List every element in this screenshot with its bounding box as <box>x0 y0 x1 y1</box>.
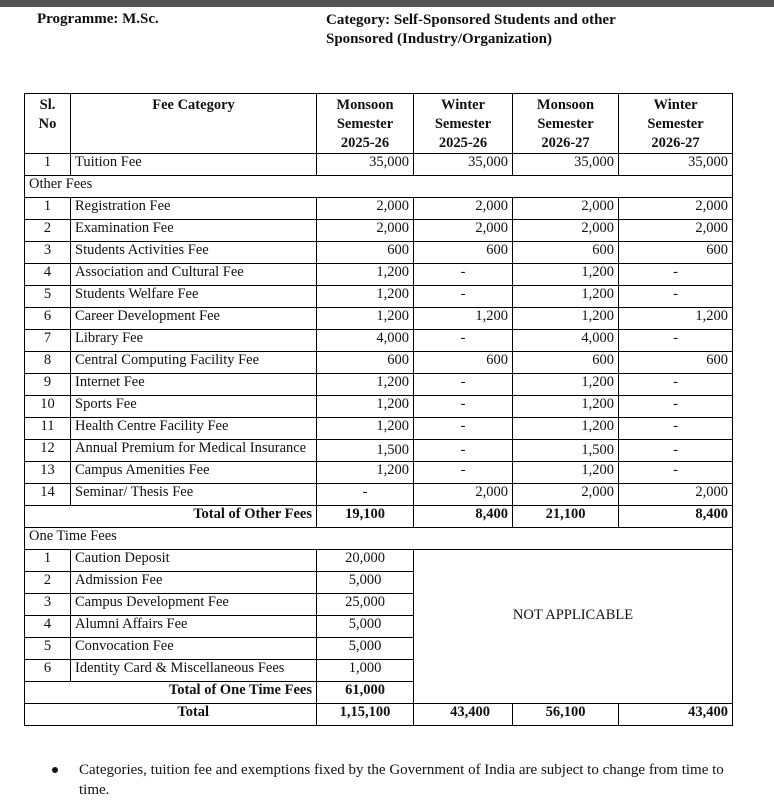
fee-name: Students Activities Fee <box>71 242 317 264</box>
fee-value: 1,200 <box>513 396 619 418</box>
fee-value: 35,000 <box>414 154 513 176</box>
fee-value: - <box>317 484 414 506</box>
table-row <box>25 374 733 396</box>
fee-value: - <box>414 374 513 396</box>
table-row <box>25 550 733 572</box>
fee-value: 600 <box>414 242 513 264</box>
table-row <box>25 418 733 440</box>
programme-label: Programme: M.Sc. <box>37 11 159 27</box>
grand-total-value: 43,400 <box>619 704 733 726</box>
category-line-2: Sponsored (Industry/Organization) <box>326 31 553 47</box>
row-number: 10 <box>25 396 71 418</box>
fee-value: 35,000 <box>513 154 619 176</box>
fee-value: - <box>619 374 733 396</box>
fee-value: 2,000 <box>619 220 733 242</box>
row-number: 14 <box>25 484 71 506</box>
one-time-fees-section-row <box>25 528 733 550</box>
fee-name: Seminar/ Thesis Fee <box>71 484 317 506</box>
category-label <box>326 11 686 49</box>
fee-name: Examination Fee <box>71 220 317 242</box>
col-monsoon-2026-header: Monsoon Semester 2026-27 <box>513 94 619 154</box>
total-one-time-row <box>25 682 733 704</box>
fee-value: 25,000 <box>317 594 414 616</box>
total-one-time-value: 61,000 <box>317 682 414 704</box>
fee-value: 35,000 <box>619 154 733 176</box>
tuition-row <box>25 154 733 176</box>
grand-total-value: 56,100 <box>513 704 619 726</box>
fee-value: 1,200 <box>513 462 619 484</box>
fee-value: 2,000 <box>513 220 619 242</box>
row-number: 12 <box>25 440 71 462</box>
category-line-1: Category: Self-Sponsored Students and other <box>326 12 616 28</box>
row-number: 5 <box>25 638 71 660</box>
other-fees-label: Other Fees <box>25 176 733 198</box>
fee-value: 600 <box>414 352 513 374</box>
grand-total-value: 1,15,100 <box>317 704 414 726</box>
fee-value: 5,000 <box>317 616 414 638</box>
fee-name: Health Centre Facility Fee <box>71 418 317 440</box>
fee-value: 1,200 <box>317 462 414 484</box>
row-number: 11 <box>25 418 71 440</box>
table-row <box>25 352 733 374</box>
table-row <box>25 220 733 242</box>
fee-value: 600 <box>619 352 733 374</box>
fee-value: 2,000 <box>414 198 513 220</box>
row-number: 1 <box>25 550 71 572</box>
fee-value: 600 <box>317 242 414 264</box>
other-fees-section-row <box>25 176 733 198</box>
table-row <box>25 264 733 286</box>
fee-name: Tuition Fee <box>71 154 317 176</box>
table-row <box>25 484 733 506</box>
fee-value: - <box>619 330 733 352</box>
fee-value: - <box>414 330 513 352</box>
fee-value: - <box>414 286 513 308</box>
fee-value: 1,200 <box>317 418 414 440</box>
fee-name: Campus Amenities Fee <box>71 462 317 484</box>
fee-value: - <box>414 440 513 462</box>
col-winter-2026-header: Winter Semester 2026-27 <box>619 94 733 154</box>
row-number: 4 <box>25 264 71 286</box>
row-number: 6 <box>25 308 71 330</box>
fee-value: 1,200 <box>317 286 414 308</box>
total-one-time-label: Total of One Time Fees <box>71 682 317 704</box>
row-number: 9 <box>25 374 71 396</box>
blank-cell <box>25 704 71 726</box>
fee-value: 2,000 <box>317 220 414 242</box>
fee-value: 1,200 <box>513 374 619 396</box>
fee-category-header: Fee Category <box>71 94 317 154</box>
fee-value: 4,000 <box>317 330 414 352</box>
fee-value: - <box>414 462 513 484</box>
fee-value: 2,000 <box>619 198 733 220</box>
row-number: 4 <box>25 616 71 638</box>
fee-value: 2,000 <box>317 198 414 220</box>
fee-value: 1,200 <box>317 396 414 418</box>
col-monsoon-2025-header: Monsoon Semester 2025-26 <box>317 94 414 154</box>
fee-value: - <box>619 462 733 484</box>
row-number: 13 <box>25 462 71 484</box>
table-row <box>25 440 733 462</box>
table-row <box>25 462 733 484</box>
fee-value: 600 <box>513 242 619 264</box>
fee-value: 1,200 <box>317 264 414 286</box>
grand-total-row <box>25 704 733 726</box>
table-row <box>25 198 733 220</box>
footnote: Categories, tuition fee and exemptions fixed by the Government of India are subject to change from time to time. <box>79 762 724 798</box>
fee-value: - <box>414 264 513 286</box>
total-other-value: 8,400 <box>414 506 513 528</box>
fee-name: Registration Fee <box>71 198 317 220</box>
fee-value: 1,200 <box>619 308 733 330</box>
sl-no-header: Sl. No <box>25 94 71 154</box>
fee-name: Alumni Affairs Fee <box>71 616 317 638</box>
total-other-value: 8,400 <box>619 506 733 528</box>
row-number: 5 <box>25 286 71 308</box>
fee-name: Identity Card & Miscellaneous Fees <box>71 660 317 682</box>
fee-value: 5,000 <box>317 638 414 660</box>
table-row <box>25 286 733 308</box>
fee-value: 1,200 <box>513 264 619 286</box>
fee-name: Students Welfare Fee <box>71 286 317 308</box>
fee-value: - <box>619 264 733 286</box>
table-row <box>25 242 733 264</box>
grand-total-label: Total <box>71 704 317 726</box>
table-header-row <box>25 94 733 154</box>
total-other-fees-row <box>25 506 733 528</box>
fee-value: 2,000 <box>414 484 513 506</box>
fee-value: 1,200 <box>317 374 414 396</box>
fee-value: 4,000 <box>513 330 619 352</box>
fee-name: Annual Premium for Medical Insurance <box>71 440 317 462</box>
total-other-value: 21,100 <box>513 506 619 528</box>
fee-value: 2,000 <box>414 220 513 242</box>
fee-value: - <box>619 418 733 440</box>
row-number: 6 <box>25 660 71 682</box>
fee-value: 600 <box>619 242 733 264</box>
total-other-value: 19,100 <box>317 506 414 528</box>
fee-value: 1,200 <box>513 308 619 330</box>
row-number: 1 <box>25 154 71 176</box>
fee-name: Library Fee <box>71 330 317 352</box>
fee-value: 2,000 <box>513 198 619 220</box>
fee-value: 1,200 <box>513 418 619 440</box>
fee-value: - <box>619 440 733 462</box>
fee-name: Career Development Fee <box>71 308 317 330</box>
blank-cell <box>25 506 71 528</box>
fee-name: Internet Fee <box>71 374 317 396</box>
col-winter-2025-header: Winter Semester 2025-26 <box>414 94 513 154</box>
fee-table <box>24 93 733 726</box>
row-number: 2 <box>25 220 71 242</box>
fee-value: 600 <box>317 352 414 374</box>
fee-value: 20,000 <box>317 550 414 572</box>
table-row <box>25 308 733 330</box>
fee-name: Sports Fee <box>71 396 317 418</box>
fee-value: 2,000 <box>619 484 733 506</box>
fee-value: 1,500 <box>317 440 414 462</box>
bullet-icon <box>52 767 58 773</box>
fee-value: - <box>619 286 733 308</box>
row-number: 8 <box>25 352 71 374</box>
row-number: 7 <box>25 330 71 352</box>
fee-name: Central Computing Facility Fee <box>71 352 317 374</box>
fee-name: Admission Fee <box>71 572 317 594</box>
grand-total-value: 43,400 <box>414 704 513 726</box>
fee-value: - <box>414 396 513 418</box>
blank-cell <box>414 682 733 704</box>
fee-value: 5,000 <box>317 572 414 594</box>
row-number: 3 <box>25 594 71 616</box>
fee-value: 35,000 <box>317 154 414 176</box>
not-applicable-cell: NOT APPLICABLE <box>414 550 733 682</box>
fee-value: 1,200 <box>414 308 513 330</box>
blank-cell <box>25 682 71 704</box>
fee-value: 1,000 <box>317 660 414 682</box>
fee-value: - <box>619 396 733 418</box>
row-number: 2 <box>25 572 71 594</box>
fee-value: - <box>414 418 513 440</box>
fee-name: Convocation Fee <box>71 638 317 660</box>
total-other-label: Total of Other Fees <box>71 506 317 528</box>
one-time-fees-label: One Time Fees <box>25 528 733 550</box>
fee-name: Campus Development Fee <box>71 594 317 616</box>
fee-value: 1,200 <box>317 308 414 330</box>
row-number: 3 <box>25 242 71 264</box>
fee-value: 1,500 <box>513 440 619 462</box>
table-row <box>25 330 733 352</box>
fee-value: 1,200 <box>513 286 619 308</box>
table-row <box>25 396 733 418</box>
fee-name: Association and Cultural Fee <box>71 264 317 286</box>
fee-value: 600 <box>513 352 619 374</box>
top-border-bar <box>0 0 774 7</box>
fee-name: Caution Deposit <box>71 550 317 572</box>
row-number: 1 <box>25 198 71 220</box>
fee-value: 2,000 <box>513 484 619 506</box>
